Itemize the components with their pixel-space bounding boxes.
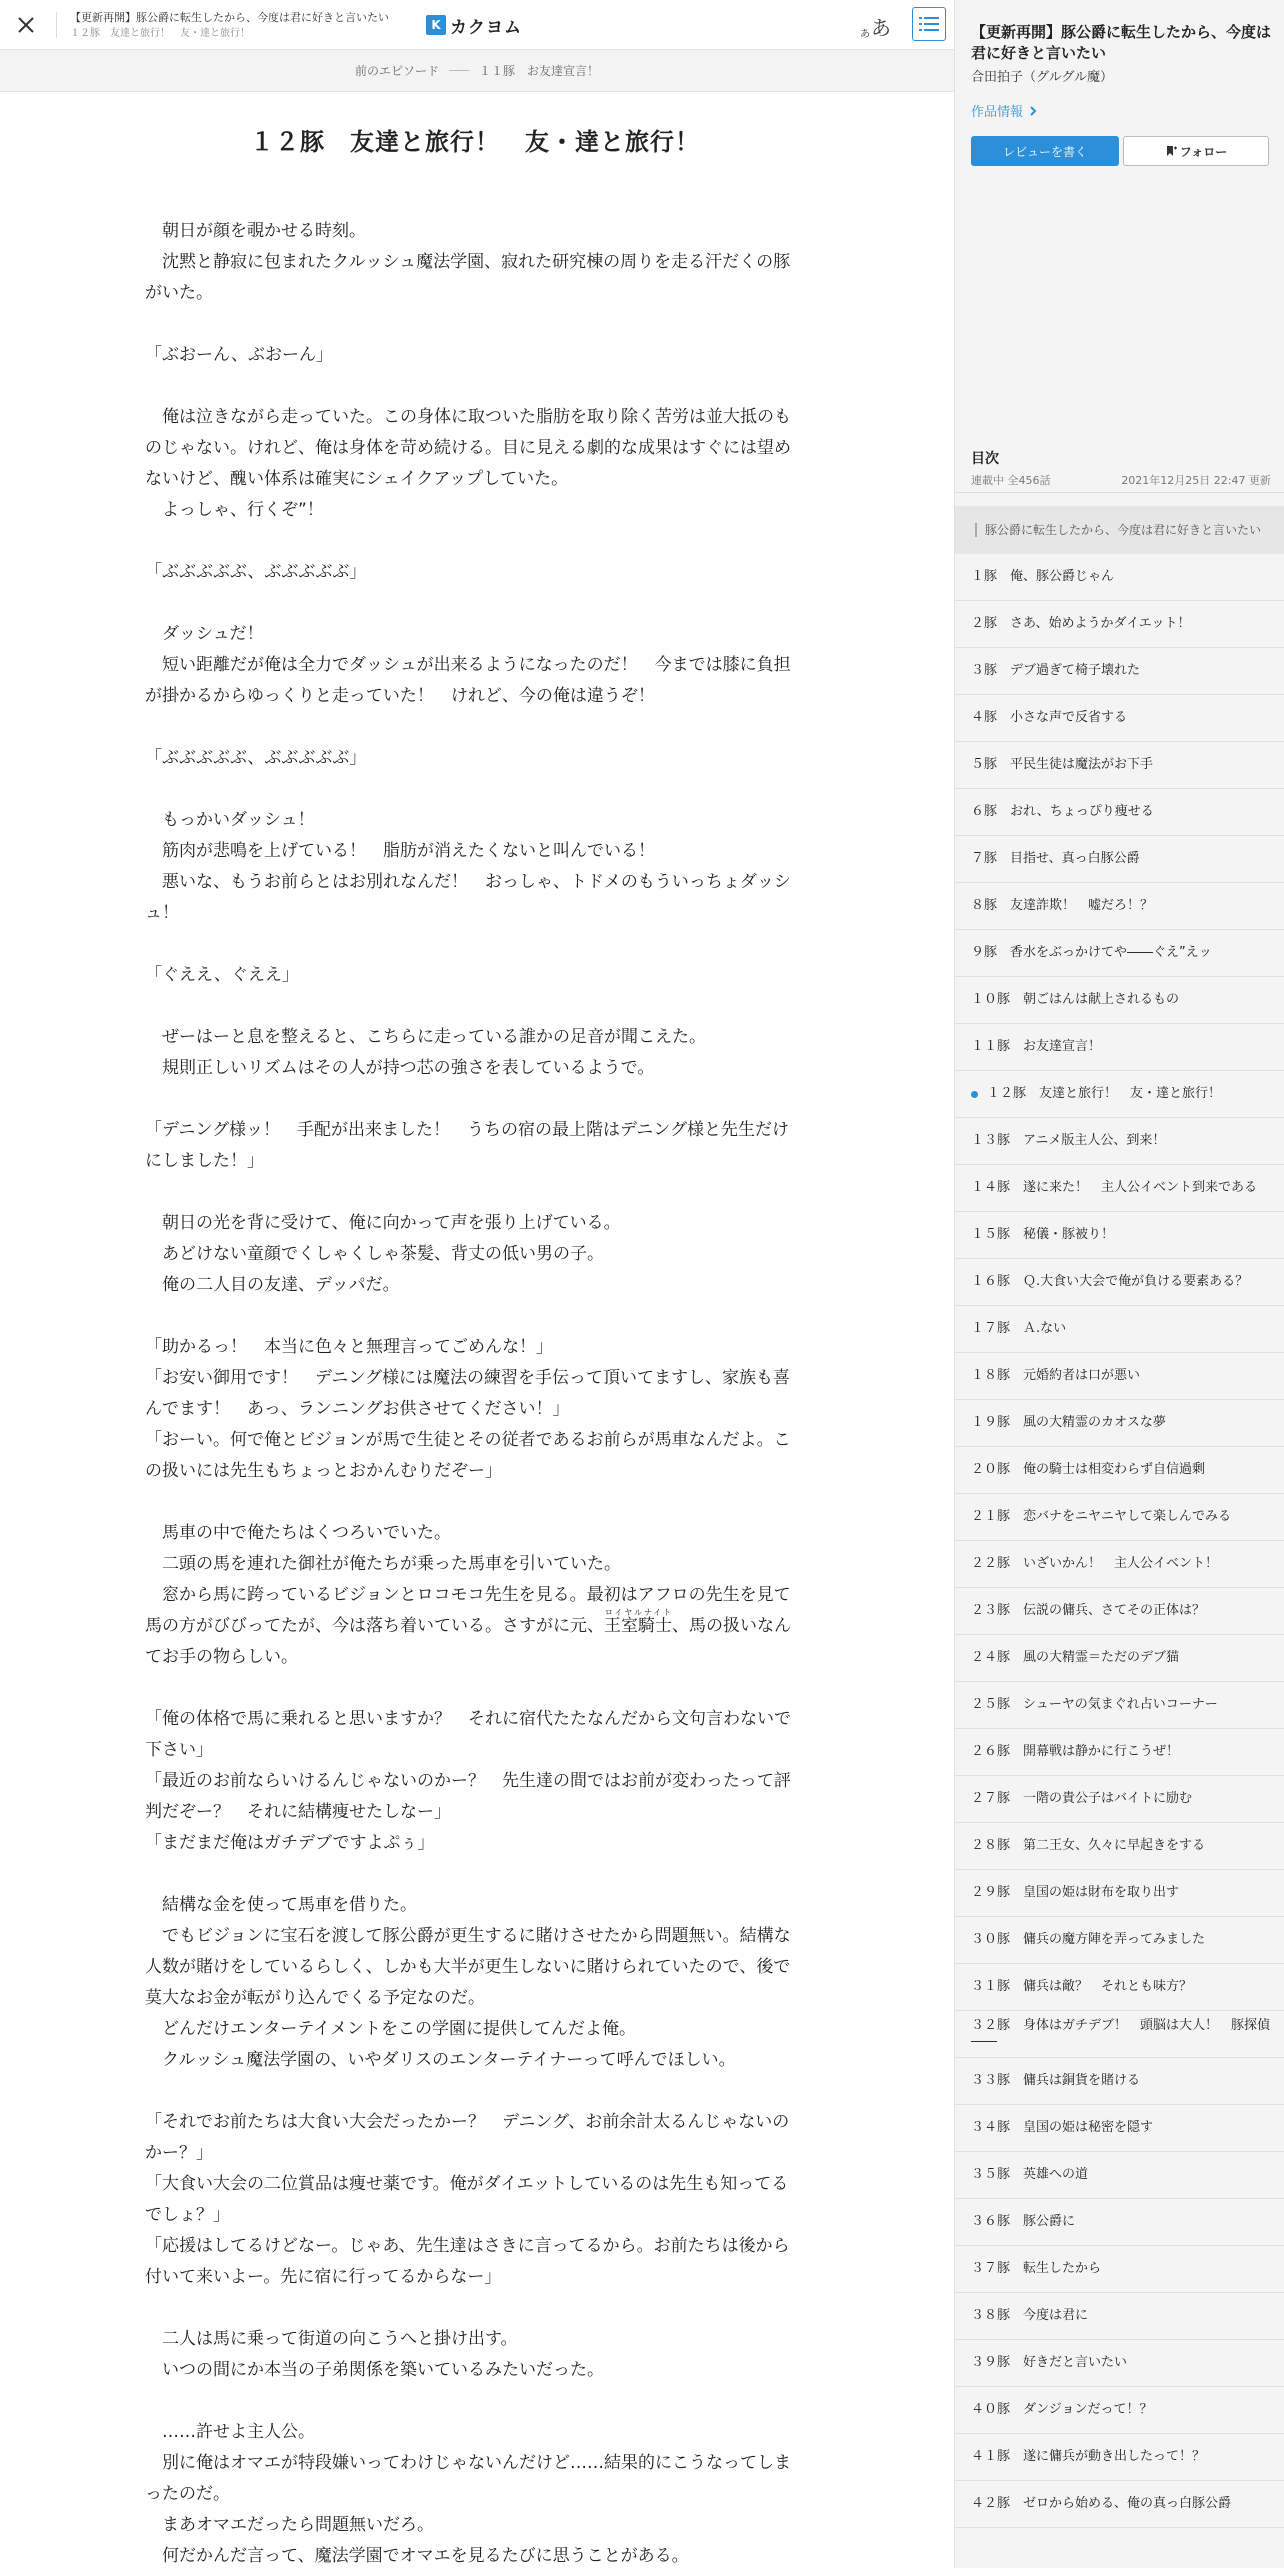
body-paragraph: 結構な金を使って馬車を借りた。 [145,1895,417,1915]
body-paragraph: クルッシュ魔法学園の、いやダリスのエンターテイナーって呼んでほしい。 [145,2050,736,2070]
body-paragraph [145,991,795,1022]
toc-item-label: ２２豚 いざいかん！ 主人公イベント！ [971,1556,1219,1571]
toc-item-label: ４０豚 ダンジョンだって！？ [971,2402,1153,2417]
toc-item-label: １３豚 アニメ版主人公、到来！ [971,1133,1166,1148]
body-paragraph: 朝日が顔を覗かせる時刻。 [145,221,366,241]
ruby-annotation: ロイヤルナイト [604,1608,672,1617]
toc-item-label: ２豚 さあ、始めようかダイエット！ [971,616,1191,631]
toc-item[interactable] [955,930,1284,977]
toc-item[interactable] [955,977,1284,1024]
body-paragraph [145,1487,795,1518]
toc-item-label: ２７豚 一階の貴公子はバイトに励む [971,1791,1193,1806]
toc-item[interactable] [955,1353,1284,1400]
toc-item[interactable] [955,883,1284,930]
body-paragraph: 悪いな、もうお前らとはお別れなんだ！ おっしゃ、トドメのもういっちょダッシュ！ [145,872,791,923]
write-review-button[interactable]: レビューを書く [971,136,1119,166]
toc-item[interactable] [955,1447,1284,1494]
follow-button[interactable] [1123,136,1269,166]
body-paragraph [145,929,795,960]
body-paragraph: 「応援はしてるけどなー。じゃあ、先生達はさきに言ってるから。お前たちは後から付いて来いよー。先に宿に行ってるからなー」 [145,2236,790,2287]
body-paragraph: 「大食い大会の二位賞品は痩せ薬です。俺がダイエットしているのは先生も知ってるでしょ？」 [145,2174,789,2225]
header-divider [56,12,57,38]
body-paragraph: 沈黙と静寂に包まれたクルッシュ魔法学園、寂れた研究棟の周りを走る汗だくの豚がいた。 [145,252,791,303]
body-paragraph: 「デニング様ッ！ 手配が出来ました！ うちの宿の最上階はデニング様と先生だけにしました！」 [145,1120,789,1171]
body-paragraph: 「助かるっ！ 本当に色々と無理言ってごめんな！」 [145,1337,553,1357]
body-paragraph: 「おーい。何で俺とビジョンが馬で生徒とその従者であるお前らが馬車なんだよ。この扱いには先生もちょっとおかんむりだぞー」 [145,1430,791,1481]
body-paragraph: 「ぶぶぶぶぶ、ぶぶぶぶぶ」 [145,562,367,582]
toc-item-label: ３７豚 転生したから [971,2261,1102,2276]
toc-item-label: ３５豚 英雄への道 [971,2167,1089,2182]
chevron-right-icon [1027,105,1039,117]
toc-item-current[interactable] [955,1071,1284,1118]
episode-title: １２豚 友達と旅行！ 友・達と旅行！ [250,128,700,156]
bookmark-plus-icon [1165,145,1177,157]
font-size-big-glyph: あ [871,16,891,40]
prev-episode-link[interactable] [0,50,954,92]
toc-item-label: ４豚 小さな声で反省する [971,710,1128,725]
toc-item[interactable] [955,742,1284,789]
body-paragraph: まあオマエだったら問題無いだろ。 [145,2515,434,2535]
sidebar-author[interactable]: 合田拍子（グルグル魔） [971,70,1113,85]
toc-item-label: ３豚 デブ過ぎて椅子壊れた [971,663,1141,678]
body-paragraph [145,1673,795,1704]
body-paragraph: 何だかんだ言って、魔法学園でオマエを見るたびに思うことがある。 [145,2546,689,2566]
toc-item-label: ２４豚 風の大精霊＝ただのデブ猫 [971,1650,1180,1665]
toc-item[interactable] [955,836,1284,883]
close-icon [17,16,35,34]
font-size-button[interactable] [860,10,891,40]
toc-item-label: １９豚 風の大精霊のカオスな夢 [971,1415,1166,1430]
toc-item-label: ３１豚 傭兵は敵？ それとも味方？ [971,1979,1193,1994]
toc-item[interactable] [955,2152,1284,2199]
toc-divider [955,492,1284,493]
body-paragraph: 「最近のお前ならいけるんじゃないのかー？ 先生達の間ではお前が変わったって評判だぞー？ それに結構痩せたしなー」 [145,1771,791,1822]
body-paragraph [145,1177,795,1208]
toc-item[interactable] [955,1776,1284,1823]
kakuyomu-logo[interactable] [426,13,522,37]
toc-item[interactable] [955,2105,1284,2152]
toc-work-title: 豚公爵に転生したから、今度は君に好きと言いたい [985,522,1262,537]
toc-item[interactable] [955,1729,1284,1776]
toc-item[interactable] [955,648,1284,695]
body-paragraph: 規則正しいリズムはその人が持つ芯の強さを表しているようで。 [145,1058,655,1078]
toc-item[interactable] [955,1306,1284,1353]
body-paragraph: でもビジョンに宝石を渡して豚公爵が更生するに賭けさせたから問題無い。結構な人数が賭けをしているらしく、しかも大半が更生しないに賭けられていたので、後で莫大なお金が転がり込んでくる予定なのだ。 [145,1926,791,2008]
toc-item[interactable] [955,1165,1284,1212]
toc-item-label: ８豚 友達詐欺！ 嘘だろ！？ [971,898,1154,913]
work-info-link[interactable] [971,101,1039,120]
toc-item[interactable] [955,1259,1284,1306]
toc-item-label: ４１豚 遂に傭兵が動き出したって！？ [971,2449,1206,2464]
toc-item-label: ３２豚 身体はガチデブ！ 頭脳は大人！ 豚探偵―― [971,2018,1271,2049]
toc-item-label: １２豚 友達と旅行！ 友・達と旅行！ [987,1086,1222,1101]
body-paragraph: 「お安い御用です！ デニング様には魔法の練習を手伝って頂いてますし、家族も喜んでます！ あっ、ランニングお供させてください！」 [145,1368,790,1419]
header-episode-subtitle: １２豚 友達と旅行！ 友・達と旅行！ [70,28,250,39]
toc-item[interactable] [955,2434,1284,2481]
logo-mark-icon: K [426,15,446,35]
logo-text: カクヨム [450,17,522,38]
toc-item[interactable] [955,789,1284,836]
toc-item-label: ４２豚 ゼロから始める、俺の真っ白豚公爵 [971,2496,1232,2511]
toc-item[interactable] [955,695,1284,742]
toc-item[interactable] [955,2481,1284,2528]
body-paragraph [145,1084,795,1115]
body-paragraph: もっかいダッシュ！ [145,810,315,830]
sidebar-work-title[interactable]: 【更新再開】豚公爵に転生したから、今度は君に好きと言いたい [971,23,1272,62]
body-paragraph: どんだけエンターテイメントをこの学園に提供してんだよ俺。 [145,2019,636,2039]
body-paragraph: 二頭の馬を連れた御社が俺たちが乗った馬車を引いていた。 [145,1554,621,1574]
toc-item-label: １０豚 朝ごはんは献上されるもの [971,992,1180,1007]
toc-item[interactable] [955,2293,1284,2340]
toc-item-label: ３９豚 好きだと言いたい [971,2355,1128,2370]
last-updated: 2021年12月25日 22:47 更新 [1121,474,1271,487]
work-info-label: 作品情報 [971,105,1024,120]
body-paragraph: 俺の二人目の友達、デッパだ。 [145,1275,400,1295]
follow-label: フォロー [1179,144,1228,159]
toc-item-label: １豚 俺、豚公爵じゃん [971,569,1115,584]
body-paragraph: 短い距離だが俺は全力でダッシュが出来るようになったのだ！ 今までは膝に負担が掛かるからゆっくりと走っていた！ けれど、今の俺は違うぞ！ [145,655,791,706]
body-paragraph: 朝日の光を背に受けて、俺に向かって声を張り上げている。 [145,1213,621,1233]
list-icon [918,14,940,34]
sidebar [954,0,1284,2568]
prev-episode-label: 前のエピソード [354,64,439,78]
body-paragraph: 「俺の体格で馬に乗れると思いますか？ それに宿代たたなんだから文句言わないで下さい」 [145,1709,791,1760]
toc-item[interactable] [955,554,1284,601]
body-paragraph: 二人は馬に乗って街道の向こうへと掛け出す。 [145,2329,518,2349]
toc-item[interactable] [955,2246,1284,2293]
toc-item[interactable] [955,2199,1284,2246]
toc-item[interactable] [955,1682,1284,1729]
toc-work-section [955,506,1284,554]
body-paragraph [145,774,795,805]
body-paragraph [145,2386,795,2417]
toc-item[interactable] [955,1400,1284,1447]
body-paragraph: 別に俺はオマエが特段嫌いってわけじゃないんだけど……結果的にこうなってしまったのだ。 [145,2453,791,2504]
body-paragraph: 「ぶおーん、ぶおーん」 [145,345,334,365]
toc-item-label: １４豚 遂に来た！ 主人公イベント到来である [971,1180,1258,1195]
toc-item[interactable] [955,2340,1284,2387]
body-paragraph: よっしゃ、行くぞ”！ [145,500,324,520]
toc-item[interactable] [955,1541,1284,1588]
body-paragraph [145,1301,795,1332]
toc-item[interactable] [955,1917,1284,1964]
toc-item[interactable] [955,1212,1284,1259]
body-paragraph: ぜーはーと息を整えると、こちらに走っている誰かの足音が聞こえた。 [145,1027,706,1047]
toc-item-label: ３６豚 豚公爵に [971,2214,1076,2229]
toc-item-label: １７豚 Ａ.ない [971,1321,1067,1336]
toc-item-label: ３０豚 傭兵の魔方陣を弄ってみました [971,1932,1206,1947]
toc-item-label: １６豚 Ｑ.大食い大会で俺が負ける要素ある？ [971,1274,1249,1289]
body-paragraph [145,309,795,340]
toc-item-label: ２０豚 俺の騎士は相変わらず自信過剰 [971,1462,1206,1477]
toc-item[interactable] [955,1588,1284,1635]
body-paragraph [145,588,795,619]
toc-item[interactable] [955,1823,1284,1870]
body-paragraph: ダッシュだ！ [145,624,264,644]
toc-item[interactable] [955,1964,1284,2011]
body-paragraph [145,712,795,743]
toc-item-label: ２８豚 第二王女、久々に早起きをする [971,1838,1206,1853]
toc-item-label: ３４豚 皇国の姫は秘密を隠す [971,2120,1154,2135]
body-paragraph: 俺は泣きながら走っていた。この身体に取ついた脂肪を取り除く苦労は並大抵のものじゃない。けれど、俺は身体を苛め続ける。目に見える劇的な成果はすぐには望めないけど、醜い体系は確実にシェイクアップしていた。 [145,407,791,489]
prev-episode-title: １１豚 お友達宣言！ [479,64,600,78]
close-button[interactable] [10,9,42,41]
body-paragraph: 「それでお前たちは大食い大会だったかー？ デニング、お前余計太るんじゃないのかー？」 [145,2112,790,2163]
body-paragraph: 窓から馬に跨っているビジョンとロコモコ先生を見る。最初はアフロの先生を見て馬の方がびびってたが、今は落ち着いている。さすがに元、王室騎士ロイヤルナイト、馬の扱いなんてお手の物らしい。 [145,1585,791,1667]
toc-item-label: ３３豚 傭兵は銅貨を賭ける [971,2073,1141,2088]
body-paragraph: ……許せよ主人公。 [145,2422,315,2442]
toc-item[interactable] [955,601,1284,648]
toc-item-label: １１豚 お友達宣言！ [971,1039,1102,1054]
toc-item[interactable] [955,1024,1284,1071]
toc-item[interactable] [955,2058,1284,2105]
header-work-title[interactable]: 【更新再開】豚公爵に転生したから、今度は君に好きと言いたい [70,11,389,24]
body-paragraph: 筋肉が悲鳴を上げている！ 脂肪が消えたくないと叫んでいる！ [145,841,655,861]
toc-item[interactable] [955,1118,1284,1165]
toc-toggle-button[interactable] [912,7,946,41]
body-paragraph: あどけない童顔でくしゃくしゃ茶髪、背丈の低い男の子。 [145,1244,604,1264]
body-paragraph: いつの間にか本当の子弟関係を築いているみたいだった。 [145,2360,604,2380]
ruby-word: 王室騎士ロイヤルナイト [604,1608,672,1636]
toc-meta [971,472,1271,488]
toc-item-label: ２３豚 伝説の傭兵、さてその正体は？ [971,1603,1206,1618]
toc-item-label: ７豚 目指せ、真っ白豚公爵 [971,851,1140,866]
body-paragraph [145,2293,795,2324]
episode-body [145,216,795,2568]
toc-item-label: ５豚 平民生徒は魔法がお下手 [971,757,1154,772]
toc-item-label: ２５豚 シューヤの気まぐれ占いコーナー [971,1697,1218,1712]
toc-item-label: ２１豚 恋バナをニヤニヤして楽しんでみる [971,1509,1232,1524]
toc-item-label: ３８豚 今度は君に [971,2308,1089,2323]
toc-item-label: ９豚 香水をぶっかけてや――ぐえ”えッ [971,945,1212,960]
toc-item-label: ２９豚 皇国の姫は財布を取り出す [971,1885,1180,1900]
body-paragraph [145,371,795,402]
top-header [0,0,954,50]
toc-item[interactable] [955,1494,1284,1541]
serial-status: 連載中 全456話 [971,474,1051,487]
toc-item[interactable] [955,1635,1284,1682]
body-paragraph [145,526,795,557]
body-paragraph [145,2076,795,2107]
toc-item-label: ６豚 おれ、ちょっぴり痩せる [971,804,1154,819]
toc-list [955,506,1284,2528]
body-paragraph: 「まだまだ俺はガチデブですよぷぅ」 [145,1833,435,1853]
toc-heading: 目次 [971,451,999,467]
current-episode-dot [971,1091,978,1098]
toc-item[interactable] [955,2011,1284,2058]
font-size-small-glyph: あ [860,29,870,40]
body-paragraph [145,1859,795,1890]
toc-item[interactable] [955,2387,1284,2434]
body-paragraph: 「ぶぶぶぶぶ、ぶぶぶぶぶ」 [145,748,367,768]
toc-item-label: １８豚 元婚約者は口が悪い [971,1368,1141,1383]
toc-item-label: １５豚 秘儀・豚被り！ [971,1227,1115,1242]
body-paragraph: 「ぐええ、ぐええ」 [145,965,300,985]
body-paragraph: 馬車の中で俺たちはくつろいでいた。 [145,1523,451,1543]
toc-item[interactable] [955,1870,1284,1917]
section-marker [975,523,977,537]
toc-item-label: ２６豚 開幕戦は静かに行こうぜ！ [971,1744,1180,1759]
prev-episode-separator [449,70,469,71]
